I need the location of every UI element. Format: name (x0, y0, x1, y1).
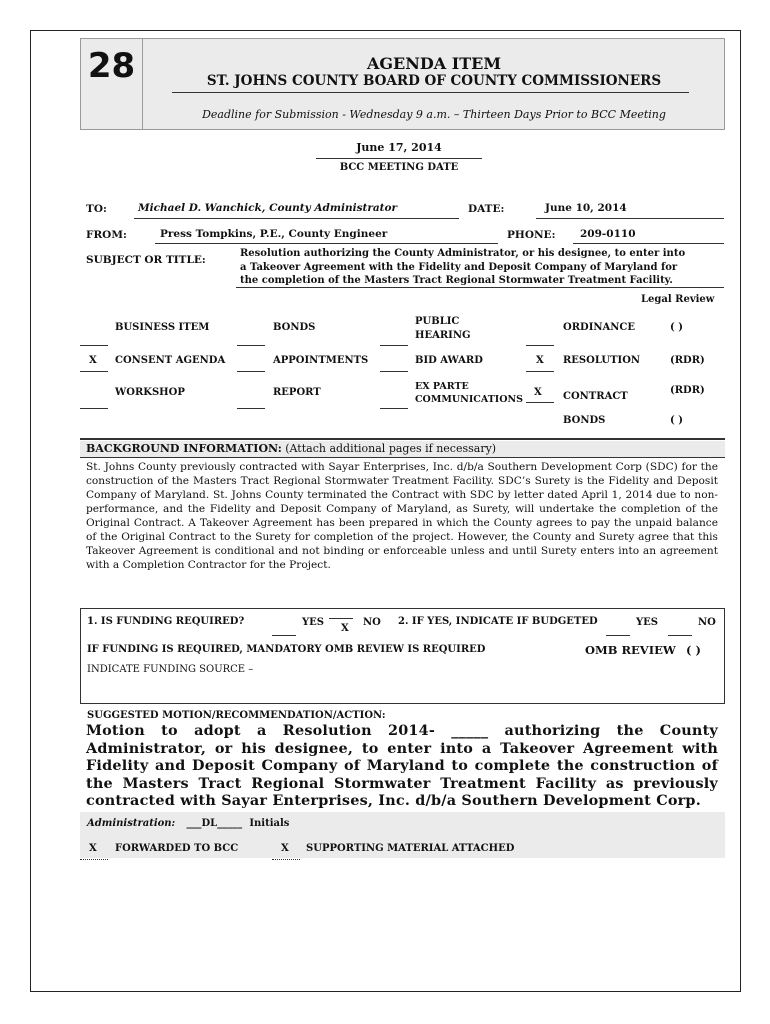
checkbox-line[interactable] (80, 408, 108, 409)
funding-no-line[interactable] (329, 618, 353, 619)
checkbox-line[interactable] (237, 345, 265, 346)
funding-source: INDICATE FUNDING SOURCE – (87, 664, 254, 675)
subject-rule (236, 287, 724, 288)
checkbox-line[interactable] (380, 371, 408, 372)
budgeted-no-line[interactable] (668, 635, 692, 636)
background-note: (Attach additional pages if necessary) (285, 442, 497, 455)
subject-line: Resolution authorizing the County Administrator, or his designee, to enter into (240, 248, 686, 259)
checkbox-line[interactable] (237, 408, 265, 409)
item-number-box (80, 38, 143, 130)
subject-label: SUBJECT OR TITLE: (86, 254, 206, 266)
public-hearing-line: HEARING (415, 329, 471, 341)
phone-label: PHONE: (507, 229, 556, 241)
to-rule (134, 218, 459, 219)
checkbox-line[interactable] (380, 345, 408, 346)
phone-rule (573, 243, 724, 244)
subject-line: a Takeover Agreement with the Fidelity and Deposit Company of Maryland for (240, 261, 678, 273)
phone-value: 209-0110 (580, 228, 636, 240)
date-label: DATE: (468, 203, 505, 215)
workshop-label: WORKSHOP (115, 387, 185, 398)
forwarded-check: X (89, 843, 97, 854)
header-rule (172, 92, 689, 93)
checkbox-line[interactable] (237, 371, 265, 372)
initials-label: Initials (249, 818, 290, 829)
background-top-rule (80, 438, 725, 440)
resolution-check: X (536, 355, 544, 366)
omb-review-mark: ( ) (686, 643, 701, 657)
contract-label: CONTRACT (563, 391, 628, 402)
resolution-mark: (RDR) (670, 355, 705, 366)
appointments-label: APPOINTMENTS (273, 355, 369, 366)
public-hearing-line: PUBLIC (415, 316, 460, 327)
bonds-label: BONDS (273, 322, 316, 333)
background-heading (86, 442, 496, 455)
forwarded-check-line[interactable] (80, 859, 108, 860)
from-label: FROM: (86, 229, 127, 241)
meeting-date-rule (316, 158, 482, 159)
meeting-date-label: BCC MEETING DATE (339, 162, 459, 173)
date-rule (536, 218, 724, 219)
from-value: Press Tompkins, P.E., County Engineer (160, 228, 388, 240)
report-label: REPORT (273, 387, 321, 398)
contract-mark: (RDR) (670, 385, 705, 396)
funding-no-mark: X (341, 623, 349, 634)
bid-award-label: BID AWARD (415, 355, 483, 366)
ex-parte-line: EX PARTE (415, 381, 469, 392)
subject-value (240, 247, 725, 288)
checkbox-line[interactable] (526, 402, 554, 403)
meeting-date: June 17, 2014 (356, 141, 442, 154)
motion-text: Motion to adopt a Resolution 2014- _____ authorizing the County Administrator, or his designee, to enter into a Takeover Agreement with Fidelity and Deposit Company of Maryland to complete the construction of the Masters Tract Regional Stormwater Treatment Facility as previously contracted with Sayar Enterprises, Inc. d/b/a Southern Development Corp. (86, 722, 718, 809)
bonds2-label: BONDS (563, 415, 606, 426)
date-value: June 10, 2014 (545, 202, 627, 214)
funding-question-1: 1. IS FUNDING REQUIRED? (87, 616, 245, 627)
checkbox-line[interactable] (526, 345, 554, 346)
ex-parte-label (415, 381, 523, 406)
budgeted-no: NO (698, 617, 716, 628)
to-value: Michael D. Wanchick, County Administrator (138, 202, 398, 214)
ex-parte-line: COMMUNICATIONS (415, 393, 524, 405)
supporting-label: SUPPORTING MATERIAL ATTACHED (306, 843, 515, 854)
omb-review-label: OMB REVIEW (585, 643, 676, 657)
subject-line: the completion of the Masters Tract Regional Stormwater Treatment Facility. (240, 275, 673, 286)
background-label: BACKGROUND INFORMATION: (86, 442, 282, 455)
consent-check: X (89, 355, 97, 366)
public-hearing-label (415, 315, 471, 342)
funding-question-2: 2. IF YES, INDICATE IF BUDGETED (398, 616, 598, 627)
deadline-note: Deadline for Submission - Wednesday 9 a.m. – Thirteen Days Prior to BCC Meeting (202, 108, 666, 121)
budgeted-yes: YES (636, 617, 658, 628)
administration-row (87, 818, 289, 829)
ordinance-label: ORDINANCE (563, 322, 635, 333)
supporting-check: X (281, 843, 289, 854)
checkbox-line[interactable] (80, 371, 108, 372)
board-name: ST. JOHNS COUNTY BOARD OF COUNTY COMMISSIONERS (206, 73, 662, 89)
to-label: TO: (86, 203, 107, 215)
item-number: 28 (87, 46, 136, 86)
checkbox-line[interactable] (380, 408, 408, 409)
supporting-check-line[interactable] (272, 859, 300, 860)
ordinance-mark: ( ) (670, 322, 683, 333)
resolution-label: RESOLUTION (563, 355, 641, 366)
bonds2-mark: ( ) (670, 415, 683, 426)
consent-agenda-label: CONSENT AGENDA (115, 355, 226, 366)
omb-note: IF FUNDING IS REQUIRED, MANDATORY OMB REVIEW IS REQUIRED (87, 644, 486, 655)
motion-label: SUGGESTED MOTION/RECOMMENDATION/ACTION: (87, 710, 386, 721)
administration-label: Administration: (87, 818, 176, 829)
legal-review: Legal Review (641, 294, 715, 305)
agenda-title: AGENDA ITEM (366, 54, 502, 73)
initials-value[interactable]: ___DL_____ (186, 818, 243, 829)
business-item-label: BUSINESS ITEM (115, 322, 210, 333)
contract-check: X (534, 387, 542, 398)
funding-yes-line[interactable] (272, 635, 296, 636)
background-text: St. Johns County previously contracted with Sayar Enterprises, Inc. d/b/a Southern Development Corp (SDC) for the construction of the Masters Tract Regional Stormwater Treatment Facility. SDC’s Surety is the Fidelity and Deposit Company of Maryland. St. Johns County terminated the Contract with SDC by letter dated April 1, 2014 due to non-performance, and the Fidelity and Deposit Company of Maryland, as Surety, will undertake the completion of the Original Contract. A Takeover Agreement has been prepared in which the County agrees to pay the unpaid balance of the Original Contract to the Surety for completion of the project. However, the County and Surety agree that this Takeover Agreement is conditional and not binding or enforceable unless and until Surety enters into an agreement with a Completion Contractor for the Project. (86, 461, 718, 571)
funding-no: NO (363, 617, 381, 628)
budgeted-yes-line[interactable] (606, 635, 630, 636)
from-rule (155, 243, 498, 244)
funding-yes: YES (302, 617, 324, 628)
checkbox-line[interactable] (80, 345, 108, 346)
background-rule (80, 457, 725, 458)
forwarded-label: FORWARDED TO BCC (115, 843, 239, 854)
checkbox-line[interactable] (526, 371, 554, 372)
